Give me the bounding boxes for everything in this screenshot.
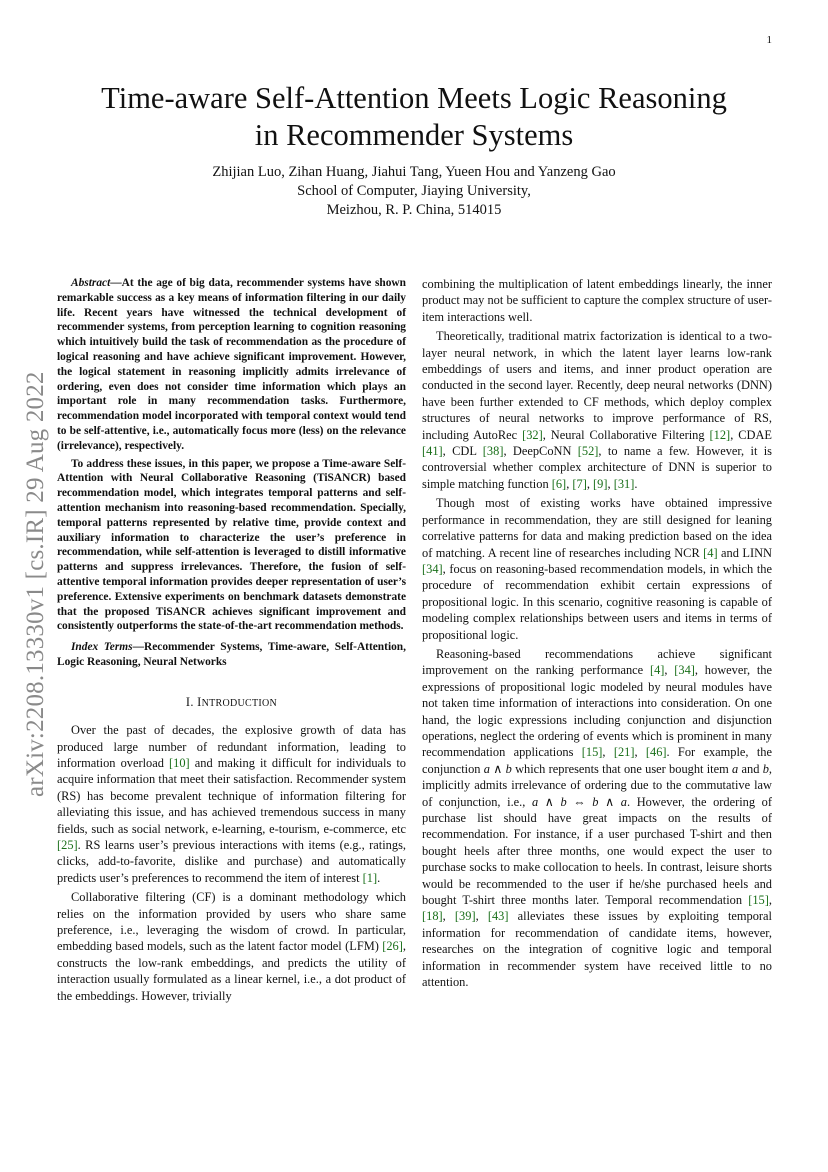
right-column: [422, 276, 772, 993]
citation-link[interactable]: [7]: [572, 476, 587, 491]
abstract-label: Abstract: [71, 277, 111, 289]
intro-paragraph-4: Though most of existing works have obtained impressive performance in recommendation, they are still designed for leaning correlative patterns for data and making prediction based on the idea of matching. A recent line of researches including NCR [4] and LINN [34], focus on reasoning-based recommendation models, in which the procedure of recommendation exhibit certain expressions of propositional logic. In this scenario, cognitive reasoning is capable of modeling complex relationships between users and items in terms of propositional logic.: [422, 496, 772, 642]
citation-link[interactable]: [10]: [169, 755, 190, 770]
citation-link[interactable]: [15]: [581, 745, 603, 760]
abstract-paragraph-2: To address these issues, in this paper, we propose a Time-aware Self-Attention with Neural Collaborative Reasoning (TiSANCR) based recommendation model, which integrates temporal patterns and self-attention mechanism into reasoning-based recommendation. Specially, temporal patterns represented by relative time, provide context and auxiliary information to characterize the user’s preference in recommendation, while self-attention is leveraged to distill informative patterns and suppress irrelevances. Therefore, the fusion of self-attentive temporal information provides deeper representation of user’s preference. Extensive experiments on benchmark datasets demonstrate that the proposed TiSANCR achieves significant improvement and consistently outperforms the state-of-the-art recommendation methods.: [57, 457, 406, 633]
index-terms-label: Index Terms: [71, 641, 133, 654]
intro-paragraph-5: Reasoning-based recommendations achieve significant improvement on the ranking performance [4], [34], however, the expressions of propositional logic modeled by neural modules have not taken time information of interactions into consideration. On one hand, the logic expressions including conjunction and disjunction operations, neglect the ordering of events which is prominent in many recommendation applications [15], [21], [46]. For example, the conjunction a ∧ b which represents that one user bought item a and b, implicitly admits irrelevance of ordering due to the commutative law of conjunction, i.e., a ∧ b ⇔ b ∧ a. However, the ordering of purchase list should have great impacts on the results of recommendation. For instance, if a user purchased T-shirt and then bought heels after three months, one would expect the user to purchase socks to make collocation to heels. In contrast, leisure shorts would be recommended to the user if he/she purchased heels and bought T-shirt three months later. Temporal recommendation [15], [18], [39], [43] alleviates these issues by exploiting temporal information for recommendation of candidate items, however, researches on the integration of cognitive logic and temporal information in recommender system have received little to no attention.: [422, 646, 772, 990]
citation-link[interactable]: [34]: [674, 663, 695, 678]
citation-link[interactable]: [31]: [613, 476, 635, 491]
citation-link[interactable]: [21]: [613, 745, 635, 760]
paper-title: [40, 80, 788, 154]
citation-link[interactable]: [38]: [482, 444, 504, 459]
title-line-1: Time-aware Self-Attention Meets Logic Reasoning: [101, 81, 727, 115]
math-expression: a ∧ b ⇔ b ∧ a: [532, 794, 627, 809]
title-line-2: in Recommender Systems: [254, 118, 574, 152]
citation-link[interactable]: [26]: [382, 939, 403, 954]
citation-link[interactable]: [41]: [422, 444, 443, 459]
citation-link[interactable]: [39]: [454, 909, 476, 924]
intro-paragraph-2-continued: combining the multiplication of latent embeddings linearly, the inner product may not be sufficient to capture the complex structure of user-item interactions well.: [422, 277, 772, 324]
citation-link[interactable]: [18]: [422, 909, 443, 924]
citation-link[interactable]: [25]: [57, 837, 78, 852]
section-heading-introduction: I. INTRODUCTION: [185, 694, 278, 709]
author-affiliation: School of Computer, Jiaying University,: [297, 183, 531, 199]
citation-link[interactable]: [32]: [522, 427, 543, 442]
citation-link[interactable]: [34]: [422, 561, 443, 576]
citation-link[interactable]: [46]: [645, 745, 667, 760]
math-expression: b: [762, 761, 769, 776]
author-names: Zhijian Luo, Zihan Huang, Jiahui Tang, Yueen Hou and Yanzeng Gao: [212, 164, 616, 180]
math-expression: a: [732, 761, 739, 776]
citation-link[interactable]: [4]: [703, 545, 718, 560]
math-expression: a ∧ b: [483, 761, 512, 776]
citation-link[interactable]: [52]: [577, 444, 599, 459]
author-block: [40, 163, 788, 220]
left-column: [57, 276, 406, 1007]
arxiv-identifier: arXiv:2208.13330v1 [cs.IR] 29 Aug 2022: [22, 371, 49, 797]
intro-paragraph-3: Theoretically, traditional matrix factorization is identical to a two-layer neural network, in which the latent layer learns low-rank embeddings of users and items, and inner product operation are conducted in the second layer. Recently, deep neural networks (DNN) have been further extended to CF methods, which deploy complex structures of neural networks to improve performance of RS, including AutoRec [32], Neural Collaborative Filtering [12], CDAE [41], CDL [38], DeepCoNN [52], to name a few. However, it is controversial whether complex architecture of DNN is superior to simple matching function [6], [7], [9], [31].: [422, 329, 773, 491]
abstract-paragraph-1: Abstract—At the age of big data, recommender systems have shown remarkable success as a key means of information filtering in our daily life. Recent years have witnessed the technical development of recommender systems, from perception learning to cognition reasoning which intuitively build the task of recommendation as the procedure of logical reasoning and have achieve significant improvement. However, the logical statement in reasoning implicitly admits irrelevance of ordering, even does not consider time information which plays an important role in many recommendation tasks. Furthermore, recommendation model incorporated with temporal context would tend to be self-attentive, i.e., automatically focus more (less) on the relevance (irrelevance), respectively.: [57, 277, 406, 452]
page-number: 1: [766, 34, 772, 46]
citation-link[interactable]: [43]: [487, 909, 509, 924]
citation-link[interactable]: [12]: [709, 427, 731, 442]
intro-paragraph-1: Over the past of decades, the explosive growth of data has produced large number of redundant information, leading to information overload [10] and making it difficult for individuals to acquire information that meet their satisfaction. Recommender system (RS) has become prevalent technique of information filtering for alleviating this issue, and has achieved tremendous success in many fields, such as social network, e-learning, e-tourism, e-commerce, etc [25]. RS learns user’s previous interactions with items (e.g., ratings, clicks, add-to-favorite, dislike and purchase) and automatically predicts user’s preferences to recommend the item of interest [1].: [57, 723, 407, 885]
citation-link[interactable]: [15]: [748, 893, 769, 908]
citation-link[interactable]: [6]: [551, 476, 567, 491]
index-terms: Index Terms—Recommender Systems, Time-aware, Self-Attention, Logic Reasoning, Neural Networks: [57, 641, 406, 668]
citation-link[interactable]: [1]: [362, 870, 378, 885]
author-address: Meizhou, R. P. China, 514015: [326, 202, 502, 218]
citation-link[interactable]: [9]: [593, 476, 608, 491]
citation-link[interactable]: [4]: [649, 663, 665, 678]
intro-paragraph-2: Collaborative filtering (CF) is a dominant methodology which relies on the information provided by users who share same preference, i.e., leveraging the wisdom of crowd. In particular, embedding based models, such as the latent factor model (LFM) [26], constructs the low-rank embeddings, and predicts the utility of interaction usually formulated as a linear kernel, i.e., a dot product of the embeddings. However, trivially: [57, 890, 406, 1003]
